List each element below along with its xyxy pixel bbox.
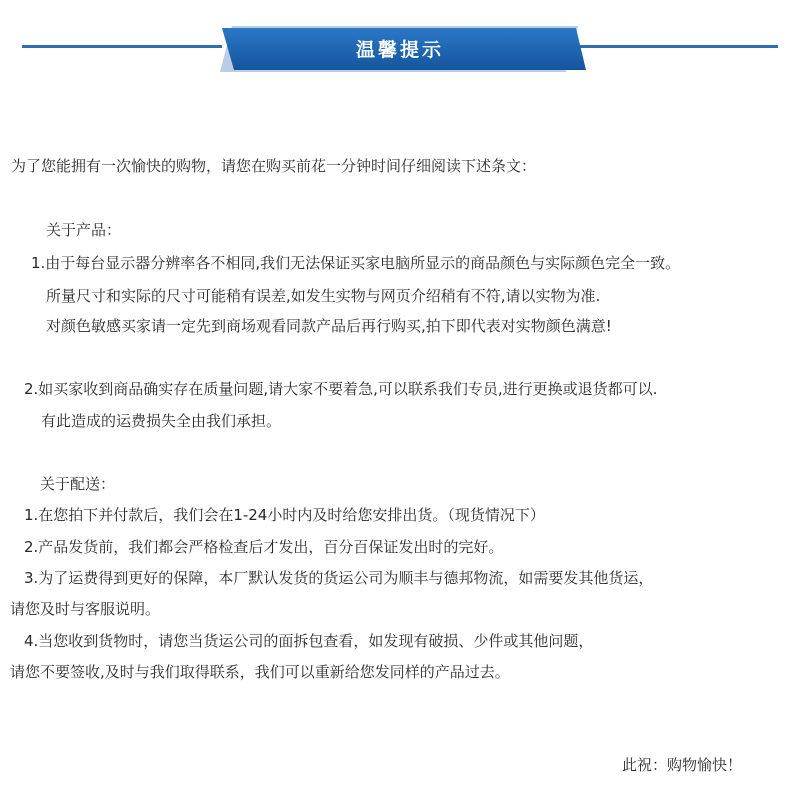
delivery-heading: 关于配送： (40, 475, 116, 493)
products-item2-line2: 有此造成的运费损失全由我们承担。 (41, 412, 282, 430)
products-item1-line3: 对颜色敏感买家请一定先到商场观看同款产品后再行购买,拍下即代表对实物颜色满意! (46, 317, 612, 335)
products-item1-line1: 1.由于每台显示器分辨率各不相同,我们无法保证买家电脑所显示的商品颜色与实际颜色完全一致。 (31, 254, 681, 272)
closing-text: 此祝：购物愉快！ (622, 756, 743, 774)
delivery-item3-line1: 3.为了运费得到更好的保障，本厂默认发货的货运公司为顺丰与德邦物流，如需要发其他货运， (24, 569, 654, 587)
header-banner (0, 0, 800, 80)
products-item1-line2: 所量尺寸和实际的尺寸可能稍有误差,如发生实物与网页介绍稍有不符,请以实物为准. (46, 287, 601, 305)
products-heading: 关于产品： (46, 221, 122, 239)
delivery-item4-line1: 4.当您收到货物时，请您当货运公司的面拆包查看，如发现有破损、少件或其他问题， (24, 632, 594, 650)
banner-title: 温馨提示 (355, 39, 444, 61)
products-item2-line1: 2.如买家收到商品确实存在质量问题,请大家不要着急,可以联系我们专员,进行更换或退货都可以. (24, 380, 658, 398)
delivery-item4-line2: 请您不要签收,及时与我们取得联系，我们可以重新给您发同样的产品过去。 (10, 663, 510, 681)
delivery-item1: 1.在您拍下并付款后，我们会在1-24小时内及时给您安排出货。（现货情况下） (24, 506, 545, 524)
delivery-item2: 2.产品发货前，我们都会严格检查后才发出，百分百保证发出时的完好。 (24, 538, 504, 556)
intro-text: 为了您能拥有一次愉快的购物，请您在购买前花一分钟时间仔细阅读下述条文： (11, 157, 537, 175)
delivery-item3-line2: 请您及时与客服说明。 (10, 600, 161, 618)
right-rule (578, 45, 778, 48)
left-rule (22, 45, 222, 48)
